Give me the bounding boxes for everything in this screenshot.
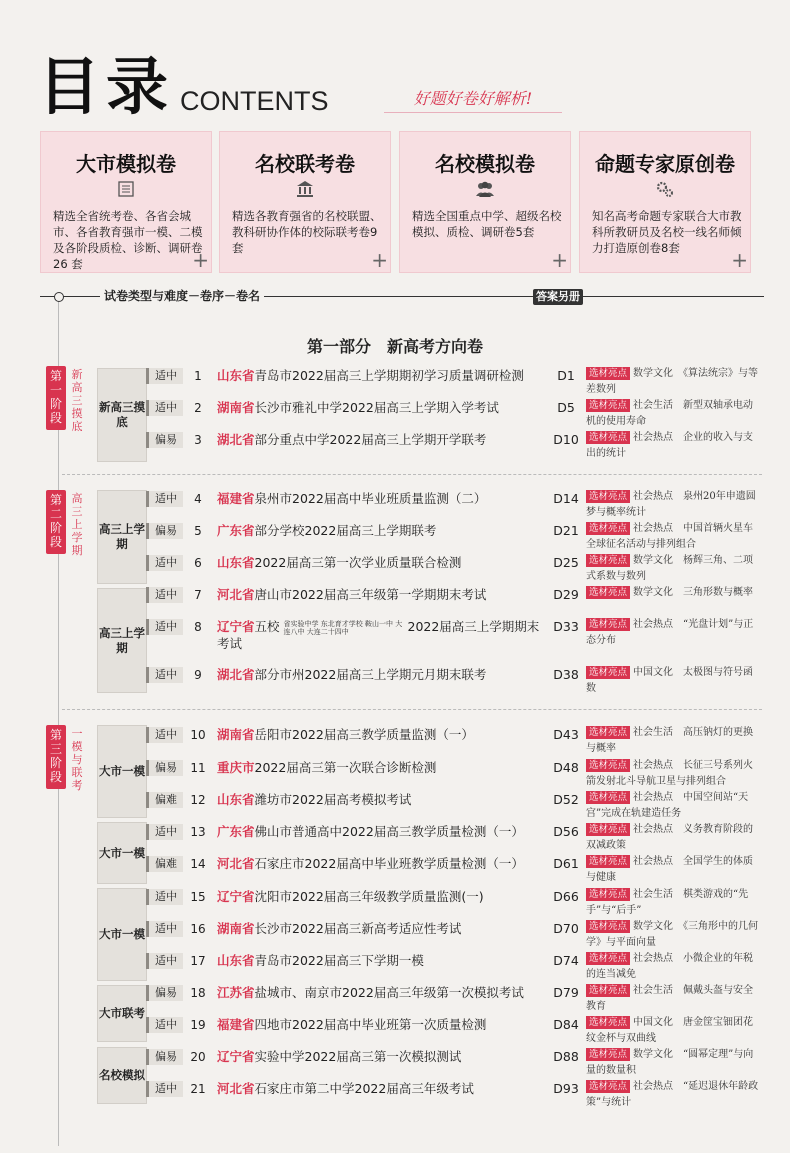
answer-page-code: D14: [553, 491, 579, 506]
part-title: 第一部分 新高考方向卷: [306, 337, 483, 356]
highlight-text: 中国文化 唐金筐宝钿团花纹金杯与双曲线: [586, 1017, 754, 1044]
answer-page-code: D61: [553, 856, 579, 871]
difficulty-badge: 适中: [146, 587, 183, 603]
exam-name: 长沙市雅礼中学2022届高三上学期入学考试: [254, 400, 499, 415]
exam-name: 盐城市、南京市2022届高三年级第一次模拟考试: [254, 985, 524, 1000]
exam-title[interactable]: [217, 368, 547, 384]
highlight: [586, 983, 762, 1015]
exam-name: 青岛市2022届高三上学期期初学习质量调研检测: [254, 368, 524, 383]
highlight-tag: 选材亮点: [586, 855, 630, 868]
highlight-tag: 选材亮点: [586, 920, 630, 933]
province: 湖北省: [217, 432, 255, 447]
highlight-text: 社会热点 中国空间站“天宫”完成在轨建造任务: [586, 792, 749, 819]
answer-page-code: D74: [553, 953, 579, 968]
province: 辽宁省: [217, 1049, 255, 1064]
highlight-text: 数学文化 杨辉三角、二项式系数与数列: [586, 555, 754, 582]
province: 广东省: [217, 824, 255, 839]
difficulty-badge: 偏难: [146, 792, 183, 808]
difficulty-badge: 适中: [146, 1017, 183, 1033]
province: 重庆市: [217, 760, 255, 775]
difficulty-badge: 适中: [146, 824, 183, 840]
stage-subtitle: 新高三摸底: [71, 368, 83, 433]
answer-page-code: D38: [553, 667, 579, 682]
highlight-tag: 选材亮点: [586, 984, 630, 997]
highlight-text: 社会热点 “光盘计划”与正态分布: [586, 619, 754, 646]
card-title: 名校模拟卷: [435, 152, 535, 176]
stage-divider: [62, 709, 762, 710]
province: 山东省: [217, 953, 255, 968]
card-desc: 精选全省统考卷、各省会城市、各省教育强市一模、二模及各阶段质检、诊断、调研卷 26 套: [53, 209, 203, 271]
group-label: 高三上学期: [99, 625, 145, 655]
institution-icon: [295, 180, 315, 200]
exam-number: 17: [190, 954, 206, 968]
column-legend: 试卷类型与难度－卷序－卷名: [100, 288, 264, 304]
exam-number: 3: [194, 433, 202, 447]
difficulty-badge: 适中: [146, 491, 183, 507]
exam-name: 部分市州2022届高三上学期元月期末联考: [254, 667, 487, 682]
highlight-text: 社会热点 企业的收入与支出的统计: [586, 432, 754, 459]
highlight-text: 数学文化 三角形数与概率: [633, 587, 754, 598]
highlight-text: 社会热点 中国首辆火星车全球征名活动与排列组合: [586, 523, 754, 550]
exam-title[interactable]: [217, 523, 547, 539]
exam-number: 12: [190, 793, 206, 807]
highlight-tag: 选材亮点: [586, 1016, 630, 1029]
highlight-text: 社会生活 高压钠灯的更换与概率: [586, 727, 754, 754]
answer-tag: 答案另册: [533, 289, 583, 305]
answer-page-code: D43: [553, 727, 579, 742]
slogan: 好题好卷好解析!: [384, 86, 562, 113]
exam-number: 19: [190, 1018, 206, 1032]
province: 辽宁省: [217, 889, 255, 904]
exam-group: [97, 1047, 147, 1104]
exam-title[interactable]: [217, 1081, 547, 1097]
highlight: [586, 665, 762, 697]
answer-page-code: D48: [553, 760, 579, 775]
highlight: [586, 585, 762, 601]
province: 广东省: [217, 523, 255, 538]
difficulty-badge: 偏易: [146, 432, 183, 448]
answer-page-code: D21: [553, 523, 579, 538]
group-label: 名校模拟: [99, 1068, 145, 1082]
difficulty-badge: 适中: [146, 368, 183, 384]
province: 湖南省: [217, 727, 255, 742]
answer-page-code: D10: [553, 432, 579, 447]
province: 湖南省: [217, 921, 255, 936]
group-label: 高三上学期: [99, 522, 145, 551]
highlight: [586, 1047, 762, 1079]
highlight-text: 社会生活 佩戴头盔与安全教育: [586, 985, 754, 1012]
highlight-tag: 选材亮点: [586, 666, 630, 679]
document-icon: [116, 180, 136, 200]
exam-name: 部分重点中学2022届高三上学期开学联考: [254, 432, 487, 447]
province: 江苏省: [217, 985, 255, 1000]
highlight-tag: 选材亮点: [586, 823, 630, 836]
highlight-text: 社会热点 泉州20年申遗圆梦与概率统计: [586, 491, 756, 518]
highlight: [586, 951, 762, 983]
highlight: [586, 1015, 762, 1047]
exam-name: 2022届高三第一次学业质量联合检测: [254, 555, 462, 570]
province: 福建省: [217, 1017, 255, 1032]
exam-title[interactable]: [217, 889, 547, 905]
province: 福建省: [217, 491, 255, 506]
exam-group: [97, 588, 147, 693]
answer-page-code: D70: [553, 921, 579, 936]
highlight: [586, 398, 762, 430]
exam-name-prefix: 五校: [254, 619, 280, 634]
stage-subtitle: 高三上学期: [71, 492, 83, 557]
exam-number: 6: [194, 556, 202, 570]
group-label: 大市一模: [99, 845, 145, 860]
exam-title[interactable]: [217, 587, 547, 603]
exam-name: 石家庄市2022届高中毕业班教学质量检测（一）: [254, 856, 524, 871]
answer-page-code: D25: [553, 555, 579, 570]
difficulty-badge: 偏易: [146, 760, 183, 776]
highlight: [586, 887, 762, 919]
highlight-tag: 选材亮点: [586, 490, 630, 503]
plus-icon: +: [371, 248, 388, 272]
exam-title[interactable]: [217, 921, 547, 937]
highlight: [586, 822, 762, 854]
plus-icon: +: [192, 248, 209, 272]
category-card-expert-original: [579, 131, 751, 273]
province: 河北省: [217, 1081, 255, 1096]
card-desc: 知名高考命题专家联合大市教科所教研员及名校一线名师倾力打造原创卷8套: [592, 209, 742, 255]
page-title: 目录: [38, 50, 175, 123]
highlight-text: 社会热点 小微企业的年税的连当减免: [586, 953, 754, 980]
group-label: 新高三摸底: [99, 400, 145, 429]
card-title: 命题专家原创卷: [595, 152, 735, 176]
group-label: 大市一模: [99, 927, 145, 941]
stage-subtitle: 一模与联考: [71, 727, 83, 792]
exam-title[interactable]: [217, 824, 547, 840]
exam-group: [97, 368, 147, 462]
highlight-tag: 选材亮点: [586, 791, 630, 804]
exam-title[interactable]: [217, 953, 547, 969]
highlight-tag: 选材亮点: [586, 618, 630, 631]
exam-number: 4: [194, 492, 202, 506]
exam-title[interactable]: [217, 856, 547, 872]
exam-name: 石家庄市第二中学2022届高三年级考试: [254, 1081, 474, 1096]
category-card-city-mock: [40, 131, 212, 273]
highlight-tag: 选材亮点: [586, 431, 630, 444]
exam-number: 9: [194, 668, 202, 682]
exam-name: 佛山市普通高中2022届高三教学质量检测（一）: [254, 824, 524, 839]
highlight-tag: 选材亮点: [586, 726, 630, 739]
highlight: [586, 553, 762, 585]
exam-group: [97, 822, 147, 884]
exam-title[interactable]: [217, 985, 547, 1001]
exam-name: 长沙市2022届高三新高考适应性考试: [254, 921, 462, 936]
highlight-tag: 选材亮点: [586, 367, 630, 380]
province: 辽宁省: [217, 619, 255, 634]
timeline-dot: [54, 292, 64, 302]
exam-name: 岳阳市2022届高三教学质量监测（一）: [254, 727, 474, 742]
difficulty-badge: 适中: [146, 921, 183, 937]
province: 山东省: [217, 555, 255, 570]
highlight: [586, 1079, 762, 1111]
difficulty-badge: 适中: [146, 1081, 183, 1097]
card-desc: 精选各教育强省的名校联盟、教科研协作体的校际联考卷9套: [232, 209, 382, 255]
exam-title[interactable]: [217, 1017, 547, 1033]
exam-name: 青岛市2022届高三下学期一模: [254, 953, 424, 968]
exam-number: 1: [194, 369, 202, 383]
answer-page-code: D1: [557, 368, 575, 383]
province: 湖北省: [217, 667, 255, 682]
highlight-text: 数学文化 “圆幂定理”与向量的数量积: [586, 1049, 754, 1076]
exam-number: 2: [194, 401, 202, 415]
highlight: [586, 430, 762, 462]
exam-name: 2022届高三上学期期末考试: [217, 619, 540, 651]
highlight-tag: 选材亮点: [586, 759, 630, 772]
answer-page-code: D5: [557, 400, 575, 415]
difficulty-badge: 适中: [146, 555, 183, 571]
highlight-tag: 选材亮点: [586, 952, 630, 965]
exam-name: 2022届高三第一次联合诊断检测: [254, 760, 437, 775]
difficulty-badge: 适中: [146, 619, 183, 635]
highlight-tag: 选材亮点: [586, 1080, 630, 1093]
exam-group: [97, 985, 147, 1042]
stage-tag: 第三阶段: [46, 725, 66, 789]
answer-page-code: D52: [553, 792, 579, 807]
difficulty-badge: 适中: [146, 727, 183, 743]
exam-group: [97, 888, 147, 981]
exam-title[interactable]: [217, 555, 547, 571]
answer-page-code: D29: [553, 587, 579, 602]
category-card-school-joint: [219, 131, 391, 273]
exam-title[interactable]: [217, 727, 547, 743]
exam-number: 5: [194, 524, 202, 538]
exam-group: [97, 725, 147, 818]
highlight-text: 社会生活 新型双轴承电动机的使用寿命: [586, 400, 754, 427]
highlight: [586, 489, 762, 521]
card-title: 名校联考卷: [255, 152, 355, 176]
answer-page-code: D66: [553, 889, 579, 904]
province: 湖南省: [217, 400, 255, 415]
card-desc: 精选全国重点中学、超级名校模拟、质检、调研卷5套: [412, 209, 562, 239]
exam-number: 14: [190, 857, 206, 871]
highlight: [586, 521, 762, 553]
highlight-tag: 选材亮点: [586, 554, 630, 567]
answer-page-code: D79: [553, 985, 579, 1000]
highlight: [586, 617, 762, 649]
answer-page-code: D93: [553, 1081, 579, 1096]
answer-page-code: D56: [553, 824, 579, 839]
stage-divider: [62, 474, 762, 475]
province: 山东省: [217, 368, 255, 383]
school-list: 省实验中学 东北育才学校 鞍山一中 大连八中 大连二十四中: [283, 619, 403, 636]
highlight-text: 社会热点 “延迟退休年龄政策”与统计: [586, 1081, 759, 1108]
difficulty-badge: 偏易: [146, 985, 183, 1001]
highlight-text: 社会热点 全国学生的体质与健康: [586, 856, 754, 883]
highlight: [586, 366, 762, 398]
exam-title[interactable]: [217, 400, 547, 416]
highlight: [586, 758, 762, 790]
exam-number: 11: [190, 761, 206, 775]
exam-name: 部分学校2022届高三上学期联考: [254, 523, 437, 538]
difficulty-badge: 偏难: [146, 856, 183, 872]
exam-number: 21: [190, 1082, 206, 1096]
exam-number: 10: [190, 728, 206, 742]
exam-number: 13: [190, 825, 206, 839]
province: 河北省: [217, 856, 255, 871]
exam-title[interactable]: [217, 667, 547, 683]
highlight: [586, 854, 762, 886]
highlight-tag: 选材亮点: [586, 888, 630, 901]
stage-tag: 第一阶段: [46, 366, 66, 430]
card-title: 大市模拟卷: [76, 152, 176, 176]
answer-page-code: D33: [553, 619, 579, 634]
page-title-en: CONTENTS: [180, 86, 329, 116]
exam-number: 20: [190, 1050, 206, 1064]
difficulty-badge: 适中: [146, 400, 183, 416]
answer-page-code: D88: [553, 1049, 579, 1064]
exam-number: 15: [190, 890, 206, 904]
people-icon: [475, 180, 495, 200]
difficulty-badge: 偏易: [146, 523, 183, 539]
difficulty-badge: 适中: [146, 889, 183, 905]
highlight-text: 社会热点 义务教育阶段的双减政策: [586, 824, 754, 851]
highlight: [586, 919, 762, 951]
exam-title[interactable]: [217, 760, 547, 776]
exam-name: 四地市2022届高中毕业班第一次质量检测: [254, 1017, 487, 1032]
highlight-tag: 选材亮点: [586, 586, 630, 599]
highlight: [586, 725, 762, 757]
exam-number: 8: [194, 620, 202, 634]
exam-title[interactable]: [217, 1049, 547, 1065]
highlight-text: 数学文化 《三角形中的几何学》与平面向量: [586, 921, 759, 948]
group-label: 大市联考: [99, 1006, 145, 1020]
gears-icon: [655, 180, 675, 200]
group-label: 大市一模: [99, 764, 145, 778]
difficulty-badge: 偏易: [146, 1049, 183, 1065]
highlight-tag: 选材亮点: [586, 1048, 630, 1061]
highlight-text: 中国文化 太极图与符号函数: [586, 667, 754, 694]
highlight: [586, 790, 762, 822]
exam-group: [97, 490, 147, 584]
exam-number: 7: [194, 588, 202, 602]
difficulty-badge: 适中: [146, 953, 183, 969]
difficulty-badge: 适中: [146, 667, 183, 683]
exam-name: 实验中学2022届高三第一次模拟测试: [254, 1049, 462, 1064]
highlight-tag: 选材亮点: [586, 522, 630, 535]
exam-name: 潍坊市2022届高考模拟考试: [254, 792, 412, 807]
plus-icon: +: [551, 248, 568, 272]
exam-number: 16: [190, 922, 206, 936]
stage-tag: 第二阶段: [46, 490, 66, 554]
highlight-text: 社会热点 长征三号系列火箭发射北斗导航卫星与排列组合: [586, 760, 754, 787]
exam-name: 沈阳市2022届高三年级教学质量监测(一): [254, 889, 484, 904]
exam-number: 18: [190, 986, 206, 1000]
exam-name: 唐山市2022届高三年级第一学期期末考试: [254, 587, 487, 602]
highlight-text: 数学文化 《算法统宗》与等差数列: [586, 368, 759, 395]
category-card-school-mock: [399, 131, 571, 273]
exam-title[interactable]: [217, 619, 547, 652]
province: 河北省: [217, 587, 255, 602]
highlight-tag: 选材亮点: [586, 399, 630, 412]
exam-title[interactable]: [217, 792, 547, 808]
plus-icon: +: [731, 248, 748, 272]
exam-title[interactable]: [217, 491, 547, 507]
province: 山东省: [217, 792, 255, 807]
answer-page-code: D84: [553, 1017, 579, 1032]
exam-name: 泉州市2022届高中毕业班质量监测（二）: [254, 491, 487, 506]
exam-title[interactable]: [217, 432, 547, 448]
highlight-text: 社会生活 棋类游戏的“先手”与“后手”: [586, 889, 749, 916]
